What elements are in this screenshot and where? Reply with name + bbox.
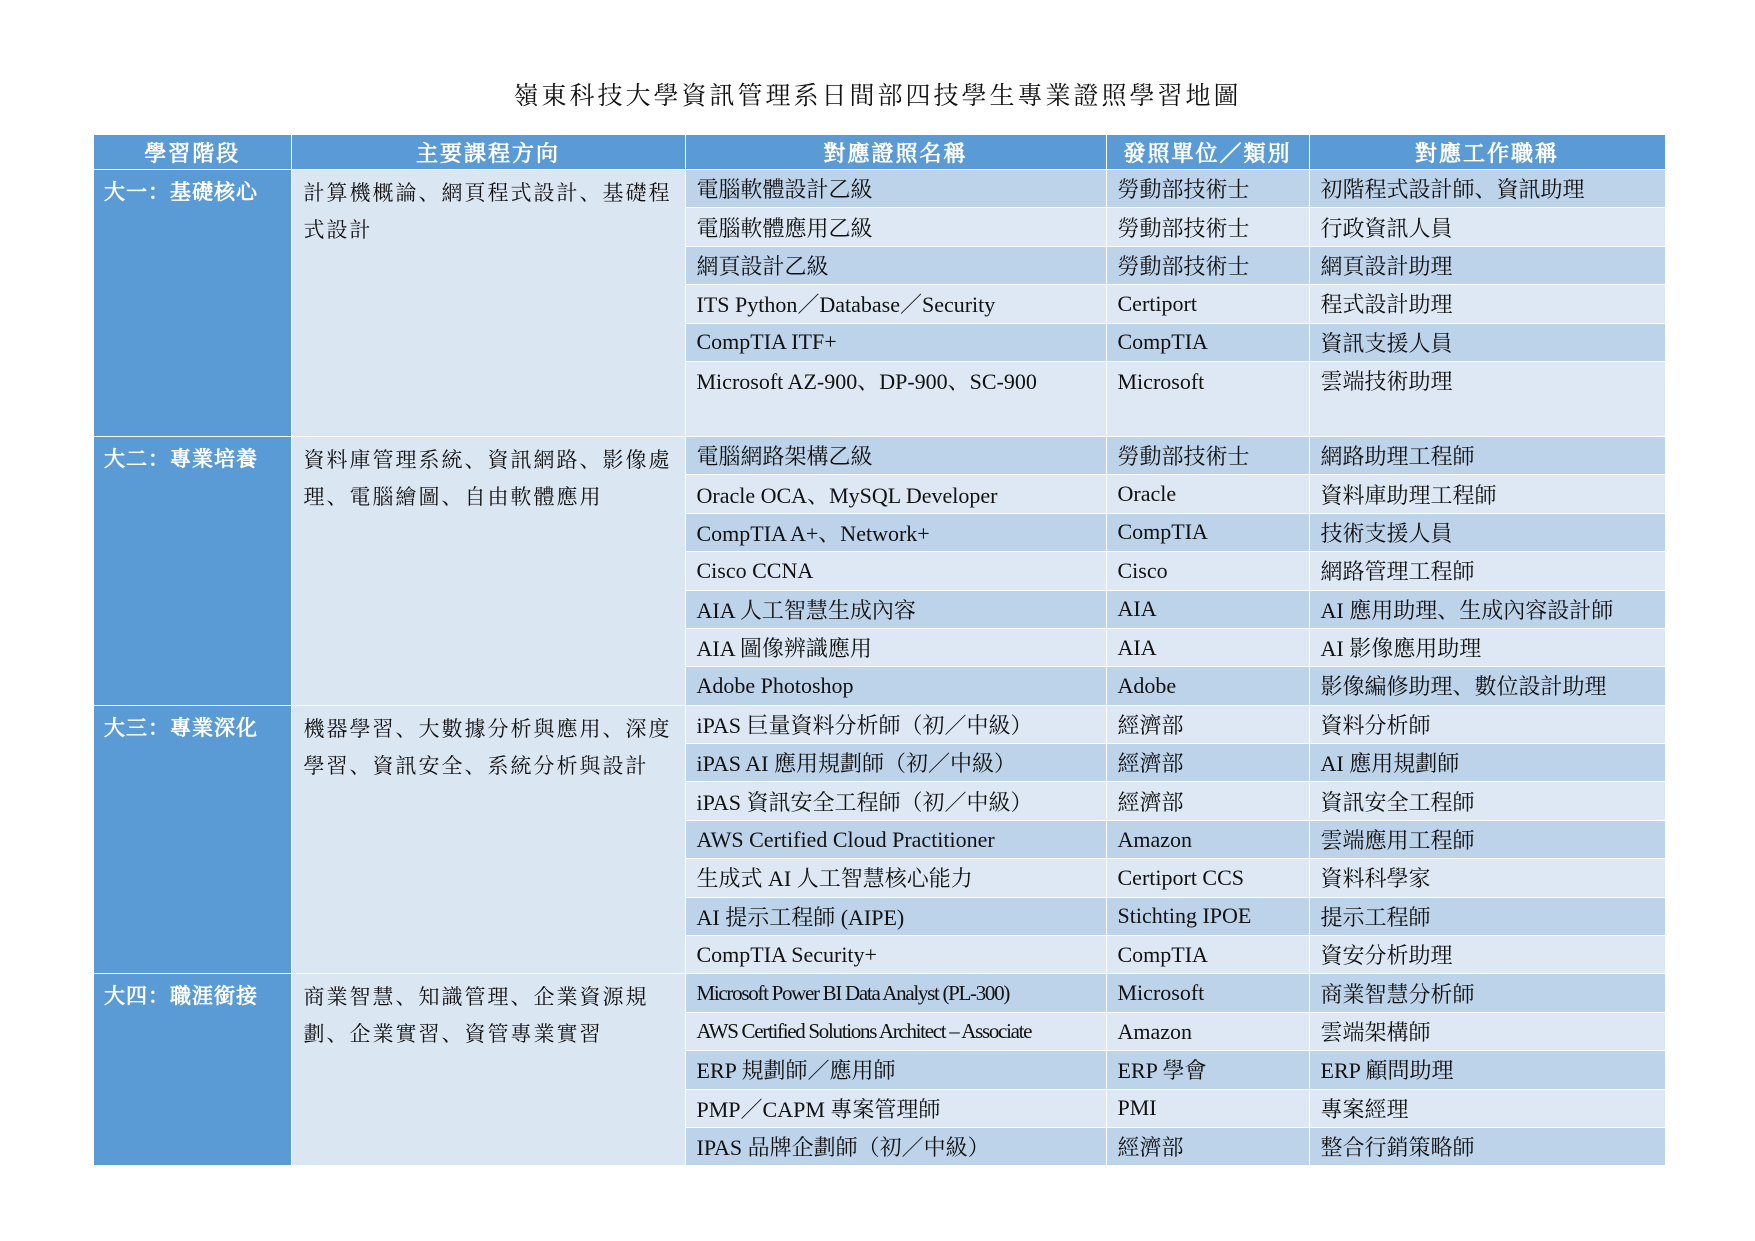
issuer-category: 經濟部 bbox=[1106, 744, 1309, 782]
certificate-name: 電腦軟體應用乙級 bbox=[685, 208, 1106, 246]
certificate-name: CompTIA A+、Network+ bbox=[685, 513, 1106, 551]
issuer-category: AIA bbox=[1106, 628, 1309, 666]
job-title: ERP 顧問助理 bbox=[1309, 1051, 1665, 1089]
table-row bbox=[94, 974, 1665, 1012]
header-row bbox=[94, 135, 1665, 170]
job-title: 資訊支援人員 bbox=[1309, 323, 1665, 361]
certificate-name: IPAS 品牌企劃師（初／中級） bbox=[685, 1127, 1106, 1165]
issuer-category: 經濟部 bbox=[1106, 1127, 1309, 1165]
stage-label: 大二：專業培養 bbox=[94, 436, 291, 705]
issuer-category: Amazon bbox=[1106, 1012, 1309, 1050]
issuer-category: 勞動部技術士 bbox=[1106, 170, 1309, 208]
issuer-category: 勞動部技術士 bbox=[1106, 436, 1309, 474]
certificate-name: Cisco CCNA bbox=[685, 552, 1106, 590]
job-title: 影像編修助理、數位設計助理 bbox=[1309, 667, 1665, 705]
course-direction: 商業智慧、知識管理、企業資源規劃、企業實習、資管專業實習 bbox=[291, 974, 685, 1165]
job-title: 行政資訊人員 bbox=[1309, 208, 1665, 246]
job-title: 資訊安全工程師 bbox=[1309, 782, 1665, 820]
issuer-category: PMI bbox=[1106, 1089, 1309, 1127]
header-courses: 主要課程方向 bbox=[291, 135, 685, 170]
issuer-category: Certiport CCS bbox=[1106, 859, 1309, 897]
issuer-category: 經濟部 bbox=[1106, 705, 1309, 743]
course-direction: 資料庫管理系統、資訊網路、影像處理、電腦繪圖、自由軟體應用 bbox=[291, 436, 685, 705]
job-title: 網頁設計助理 bbox=[1309, 246, 1665, 284]
certificate-name: Adobe Photoshop bbox=[685, 667, 1106, 705]
certificate-name: AWS Certified Solutions Architect – Associate bbox=[685, 1012, 1106, 1050]
course-direction: 計算機概論、網頁程式設計、基礎程式設計 bbox=[291, 170, 685, 437]
job-title: 資安分析助理 bbox=[1309, 936, 1665, 974]
page-title: 嶺東科技大學資訊管理系日間部四技學生專業證照學習地圖 bbox=[513, 81, 1242, 110]
certificate-name: ERP 規劃師／應用師 bbox=[685, 1051, 1106, 1089]
certificate-name: Microsoft AZ-900、DP-900、SC-900 bbox=[685, 361, 1106, 436]
job-title: 資料科學家 bbox=[1309, 859, 1665, 897]
stage-label: 大一：基礎核心 bbox=[94, 170, 291, 437]
issuer-category: 勞動部技術士 bbox=[1106, 208, 1309, 246]
issuer-category: Adobe bbox=[1106, 667, 1309, 705]
job-title: 商業智慧分析師 bbox=[1309, 974, 1665, 1012]
job-title: 網路助理工程師 bbox=[1309, 436, 1665, 474]
stage-label: 大四：職涯銜接 bbox=[94, 974, 291, 1165]
certificate-name: 電腦網路架構乙級 bbox=[685, 436, 1106, 474]
certificate-name: 電腦軟體設計乙級 bbox=[685, 170, 1106, 208]
certificate-name: Oracle OCA、MySQL Developer bbox=[685, 475, 1106, 513]
issuer-category: CompTIA bbox=[1106, 323, 1309, 361]
table-row bbox=[94, 705, 1665, 743]
certificate-name: Microsoft Power BI Data Analyst (PL-300) bbox=[685, 974, 1106, 1012]
issuer-category: AIA bbox=[1106, 590, 1309, 628]
job-title: 雲端技術助理 bbox=[1309, 361, 1665, 436]
job-title: 技術支援人員 bbox=[1309, 513, 1665, 551]
certificate-name: 生成式 AI 人工智慧核心能力 bbox=[685, 859, 1106, 897]
issuer-category: Microsoft bbox=[1106, 361, 1309, 436]
job-title: 初階程式設計師、資訊助理 bbox=[1309, 170, 1665, 208]
certificate-name: CompTIA ITF+ bbox=[685, 323, 1106, 361]
job-title: 專案經理 bbox=[1309, 1089, 1665, 1127]
certificate-name: iPAS 資訊安全工程師（初／中級） bbox=[685, 782, 1106, 820]
job-title: 雲端應用工程師 bbox=[1309, 820, 1665, 858]
header-issuer: 發照單位／類別 bbox=[1106, 135, 1309, 170]
job-title: 整合行銷策略師 bbox=[1309, 1127, 1665, 1165]
table-body bbox=[94, 170, 1665, 1166]
certificate-name: AI 提示工程師 (AIPE) bbox=[685, 897, 1106, 935]
certificate-name: PMP／CAPM 專案管理師 bbox=[685, 1089, 1106, 1127]
certificate-name: iPAS AI 應用規劃師（初／中級） bbox=[685, 744, 1106, 782]
job-title: 雲端架構師 bbox=[1309, 1012, 1665, 1050]
header-stage: 學習階段 bbox=[94, 135, 291, 170]
certificate-name: CompTIA Security+ bbox=[685, 936, 1106, 974]
certificate-name: ITS Python／Database／Security bbox=[685, 285, 1106, 323]
issuer-category: Cisco bbox=[1106, 552, 1309, 590]
job-title: 資料分析師 bbox=[1309, 705, 1665, 743]
header-certificate: 對應證照名稱 bbox=[685, 135, 1106, 170]
stage-label: 大三：專業深化 bbox=[94, 705, 291, 974]
job-title: AI 應用規劃師 bbox=[1309, 744, 1665, 782]
issuer-category: Amazon bbox=[1106, 820, 1309, 858]
table-row bbox=[94, 170, 1665, 208]
table-row bbox=[94, 436, 1665, 474]
certificate-name: iPAS 巨量資料分析師（初／中級） bbox=[685, 705, 1106, 743]
header-job-title: 對應工作職稱 bbox=[1309, 135, 1665, 170]
issuer-category: 經濟部 bbox=[1106, 782, 1309, 820]
course-direction: 機器學習、大數據分析與應用、深度學習、資訊安全、系統分析與設計 bbox=[291, 705, 685, 974]
job-title: AI 應用助理、生成內容設計師 bbox=[1309, 590, 1665, 628]
job-title: 提示工程師 bbox=[1309, 897, 1665, 935]
issuer-category: 勞動部技術士 bbox=[1106, 246, 1309, 284]
certification-map-table bbox=[94, 135, 1666, 1165]
certificate-name: AWS Certified Cloud Practitioner bbox=[685, 820, 1106, 858]
issuer-category: Stichting IPOE bbox=[1106, 897, 1309, 935]
issuer-category: CompTIA bbox=[1106, 513, 1309, 551]
issuer-category: ERP 學會 bbox=[1106, 1051, 1309, 1089]
job-title: AI 影像應用助理 bbox=[1309, 628, 1665, 666]
issuer-category: Certiport bbox=[1106, 285, 1309, 323]
certificate-name: AIA 圖像辨識應用 bbox=[685, 628, 1106, 666]
certificate-name: 網頁設計乙級 bbox=[685, 246, 1106, 284]
issuer-category: CompTIA bbox=[1106, 936, 1309, 974]
job-title: 網路管理工程師 bbox=[1309, 552, 1665, 590]
certificate-name: AIA 人工智慧生成內容 bbox=[685, 590, 1106, 628]
issuer-category: Microsoft bbox=[1106, 974, 1309, 1012]
issuer-category: Oracle bbox=[1106, 475, 1309, 513]
job-title: 程式設計助理 bbox=[1309, 285, 1665, 323]
job-title: 資料庫助理工程師 bbox=[1309, 475, 1665, 513]
